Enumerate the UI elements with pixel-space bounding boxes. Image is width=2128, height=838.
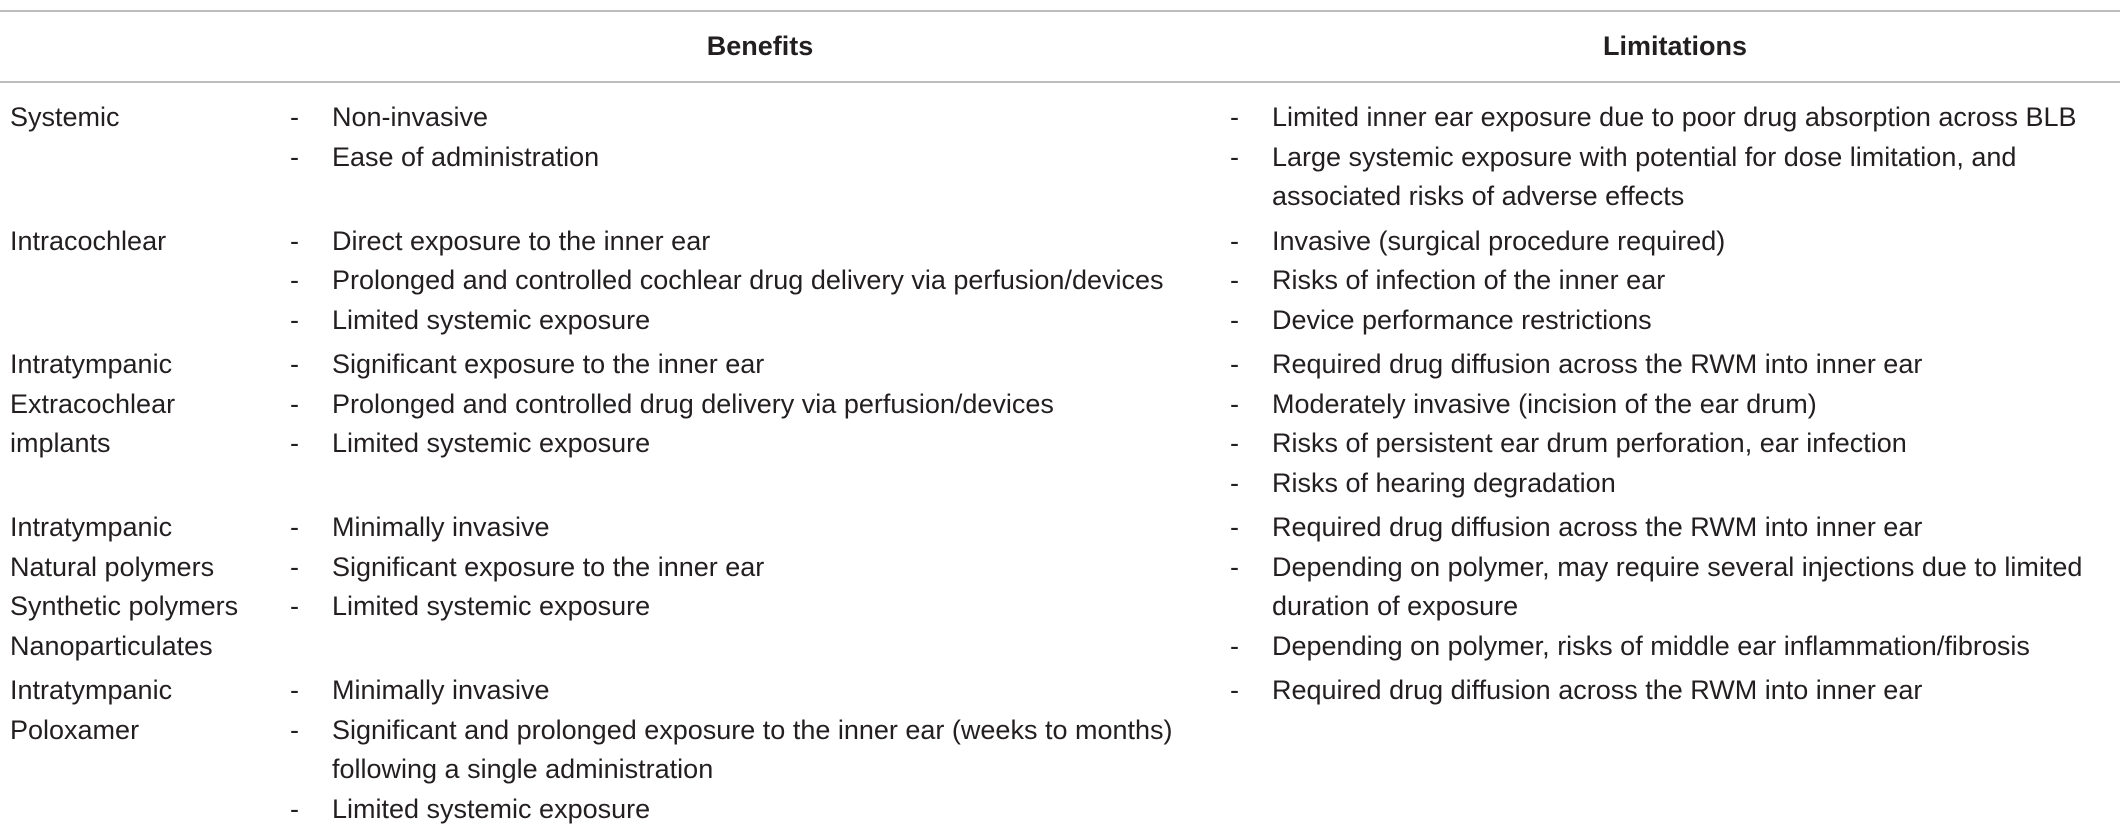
route-line: Systemic [10,102,120,132]
table-row [0,345,2120,508]
limitation-item-text: Moderately invasive (incision of the ear drum) [1272,388,1817,419]
route-cell [0,671,290,834]
benefit-item [290,261,1230,301]
benefit-item [290,222,1230,262]
benefit-item [290,790,1230,830]
limitations-list [1230,508,2120,666]
limitation-item [1230,548,2120,627]
benefit-item [290,301,1230,341]
bullet-dash: - [1230,467,1239,498]
limitation-item [1230,138,2120,217]
bullet-dash: - [290,793,299,824]
route-cell [0,222,290,346]
limitation-item [1230,508,2120,548]
table-row [0,222,2120,346]
table-body [0,82,2120,834]
benefits-cell [290,345,1230,508]
limitation-item [1230,385,2120,425]
benefit-item-text: Non-invasive [332,102,489,132]
limitation-item [1230,98,2120,138]
benefits-list [290,222,1230,341]
bullet-dash: - [1230,551,1239,582]
bullet-dash: - [1230,141,1239,172]
benefit-item-text: Minimally invasive [332,512,550,542]
benefits-list [290,345,1230,464]
benefit-item [290,587,1230,627]
bullet-dash: - [290,675,299,705]
bullet-dash: - [1230,675,1239,705]
benefit-item [290,711,1230,790]
bullet-dash: - [1230,630,1239,661]
limitation-item [1230,464,2120,504]
limitation-item-text: Depending on polymer, risks of middle ear inflammation/fibrosis [1272,630,2030,661]
limitation-item-text: Required drug diffusion across the RWM into inner ear [1272,512,1923,542]
benefit-item-text: Minimally invasive [332,675,550,705]
bullet-dash: - [290,102,299,132]
limitation-item-text: Limited inner ear exposure due to poor drug absorption across BLB [1272,102,2077,132]
bullet-dash: - [290,349,299,379]
limitations-list [1230,671,2120,711]
bullet-dash: - [1230,102,1239,132]
benefit-item [290,138,1230,178]
header-route [0,11,290,82]
benefit-item-text: Direct exposure to the inner ear [332,225,711,256]
route-line: Poloxamer [10,714,140,745]
benefit-item [290,424,1230,464]
bullet-dash: - [290,428,299,458]
benefit-item [290,671,1230,711]
benefit-item-text: Limited systemic exposure [332,428,651,458]
limitation-item-text: Device performance restrictions [1272,304,1652,335]
limitation-item-text: Large systemic exposure with potential for dose limitation, and associated risks of adverse effects [1272,141,2017,211]
benefits-cell [290,222,1230,346]
bullet-dash: - [290,591,299,621]
limitations-list [1230,222,2120,341]
limitation-item [1230,345,2120,385]
benefits-cell [290,671,1230,834]
limitations-cell [1230,222,2120,346]
limitation-item-text: Depending on polymer, may require several injections due to limited duration of exposure [1272,551,2083,621]
benefit-item [290,345,1230,385]
table-header [0,11,2120,82]
benefit-item-text: Prolonged and controlled drug delivery via perfusion/devices [332,388,1054,419]
comparison-table [0,10,2120,834]
route-line: Intracochlear [10,225,167,256]
limitation-item [1230,222,2120,262]
benefit-item [290,508,1230,548]
benefits-list [290,671,1230,829]
limitations-cell [1230,508,2120,671]
bullet-dash: - [1230,512,1239,542]
benefit-item [290,385,1230,425]
benefits-list [290,508,1230,627]
limitations-list [1230,345,2120,503]
limitation-item-text: Required drug diffusion across the RWM into inner ear [1272,675,1923,705]
bullet-dash: - [290,304,299,335]
bullet-dash: - [290,388,299,419]
benefit-item-text: Significant exposure to the inner ear [332,349,765,379]
benefit-item-text: Prolonged and controlled cochlear drug delivery via perfusion/devices [332,265,1164,295]
route-cell [0,82,290,222]
benefit-item [290,548,1230,588]
limitation-item [1230,261,2120,301]
bullet-dash: - [290,141,299,172]
route-line: implants [10,428,111,458]
bullet-dash: - [1230,428,1239,458]
route-line: Intratympanic [10,349,173,379]
limitation-item [1230,424,2120,464]
benefits-cell [290,82,1230,222]
limitation-item-text: Invasive (surgical procedure required) [1272,225,1726,256]
bullet-dash: - [1230,349,1239,379]
bullet-dash: - [1230,265,1239,295]
benefits-list [290,98,1230,177]
header-limitations: Limitations [1602,31,1747,61]
benefits-cell [290,508,1230,671]
limitations-list [1230,98,2120,217]
header-row [0,11,2120,82]
limitation-item [1230,301,2120,341]
benefit-item-text: Significant and prolonged exposure to the inner ear (weeks to months) following a single administration [332,714,1173,784]
benefit-item-text: Significant exposure to the inner ear [332,551,765,582]
bullet-dash: - [1230,388,1239,419]
limitation-item [1230,627,2120,667]
table-row [0,508,2120,671]
bullet-dash: - [290,225,299,256]
benefit-item-text: Limited systemic exposure [332,304,651,335]
bullet-dash: - [290,512,299,542]
limitation-item-text: Risks of persistent ear drum perforation, ear infection [1272,428,1907,458]
limitations-cell [1230,82,2120,222]
route-line: Intratympanic [10,512,173,542]
limitation-item-text: Risks of hearing degradation [1272,467,1616,498]
table-row [0,671,2120,834]
header-benefits: Benefits [706,31,814,61]
benefit-item-text: Limited systemic exposure [332,793,651,824]
bullet-dash: - [290,551,299,582]
route-line: Nanoparticulates [10,630,213,661]
limitations-cell [1230,345,2120,508]
bullet-dash: - [1230,304,1239,335]
limitation-item [1230,671,2120,711]
route-line: Natural polymers [10,551,215,582]
route-line: Synthetic polymers [10,591,239,621]
bullet-dash: - [290,714,299,745]
limitations-cell [1230,671,2120,834]
limitation-item-text: Risks of infection of the inner ear [1272,265,1666,295]
limitation-item-text: Required drug diffusion across the RWM into inner ear [1272,349,1923,379]
route-line: Intratympanic [10,675,173,705]
bullet-dash: - [1230,225,1239,256]
benefit-item-text: Limited systemic exposure [332,591,651,621]
route-cell [0,345,290,508]
table-row [0,82,2120,222]
route-line: Extracochlear [10,388,176,419]
bullet-dash: - [290,265,299,295]
route-cell [0,508,290,671]
benefit-item [290,98,1230,138]
benefit-item-text: Ease of administration [332,141,600,172]
